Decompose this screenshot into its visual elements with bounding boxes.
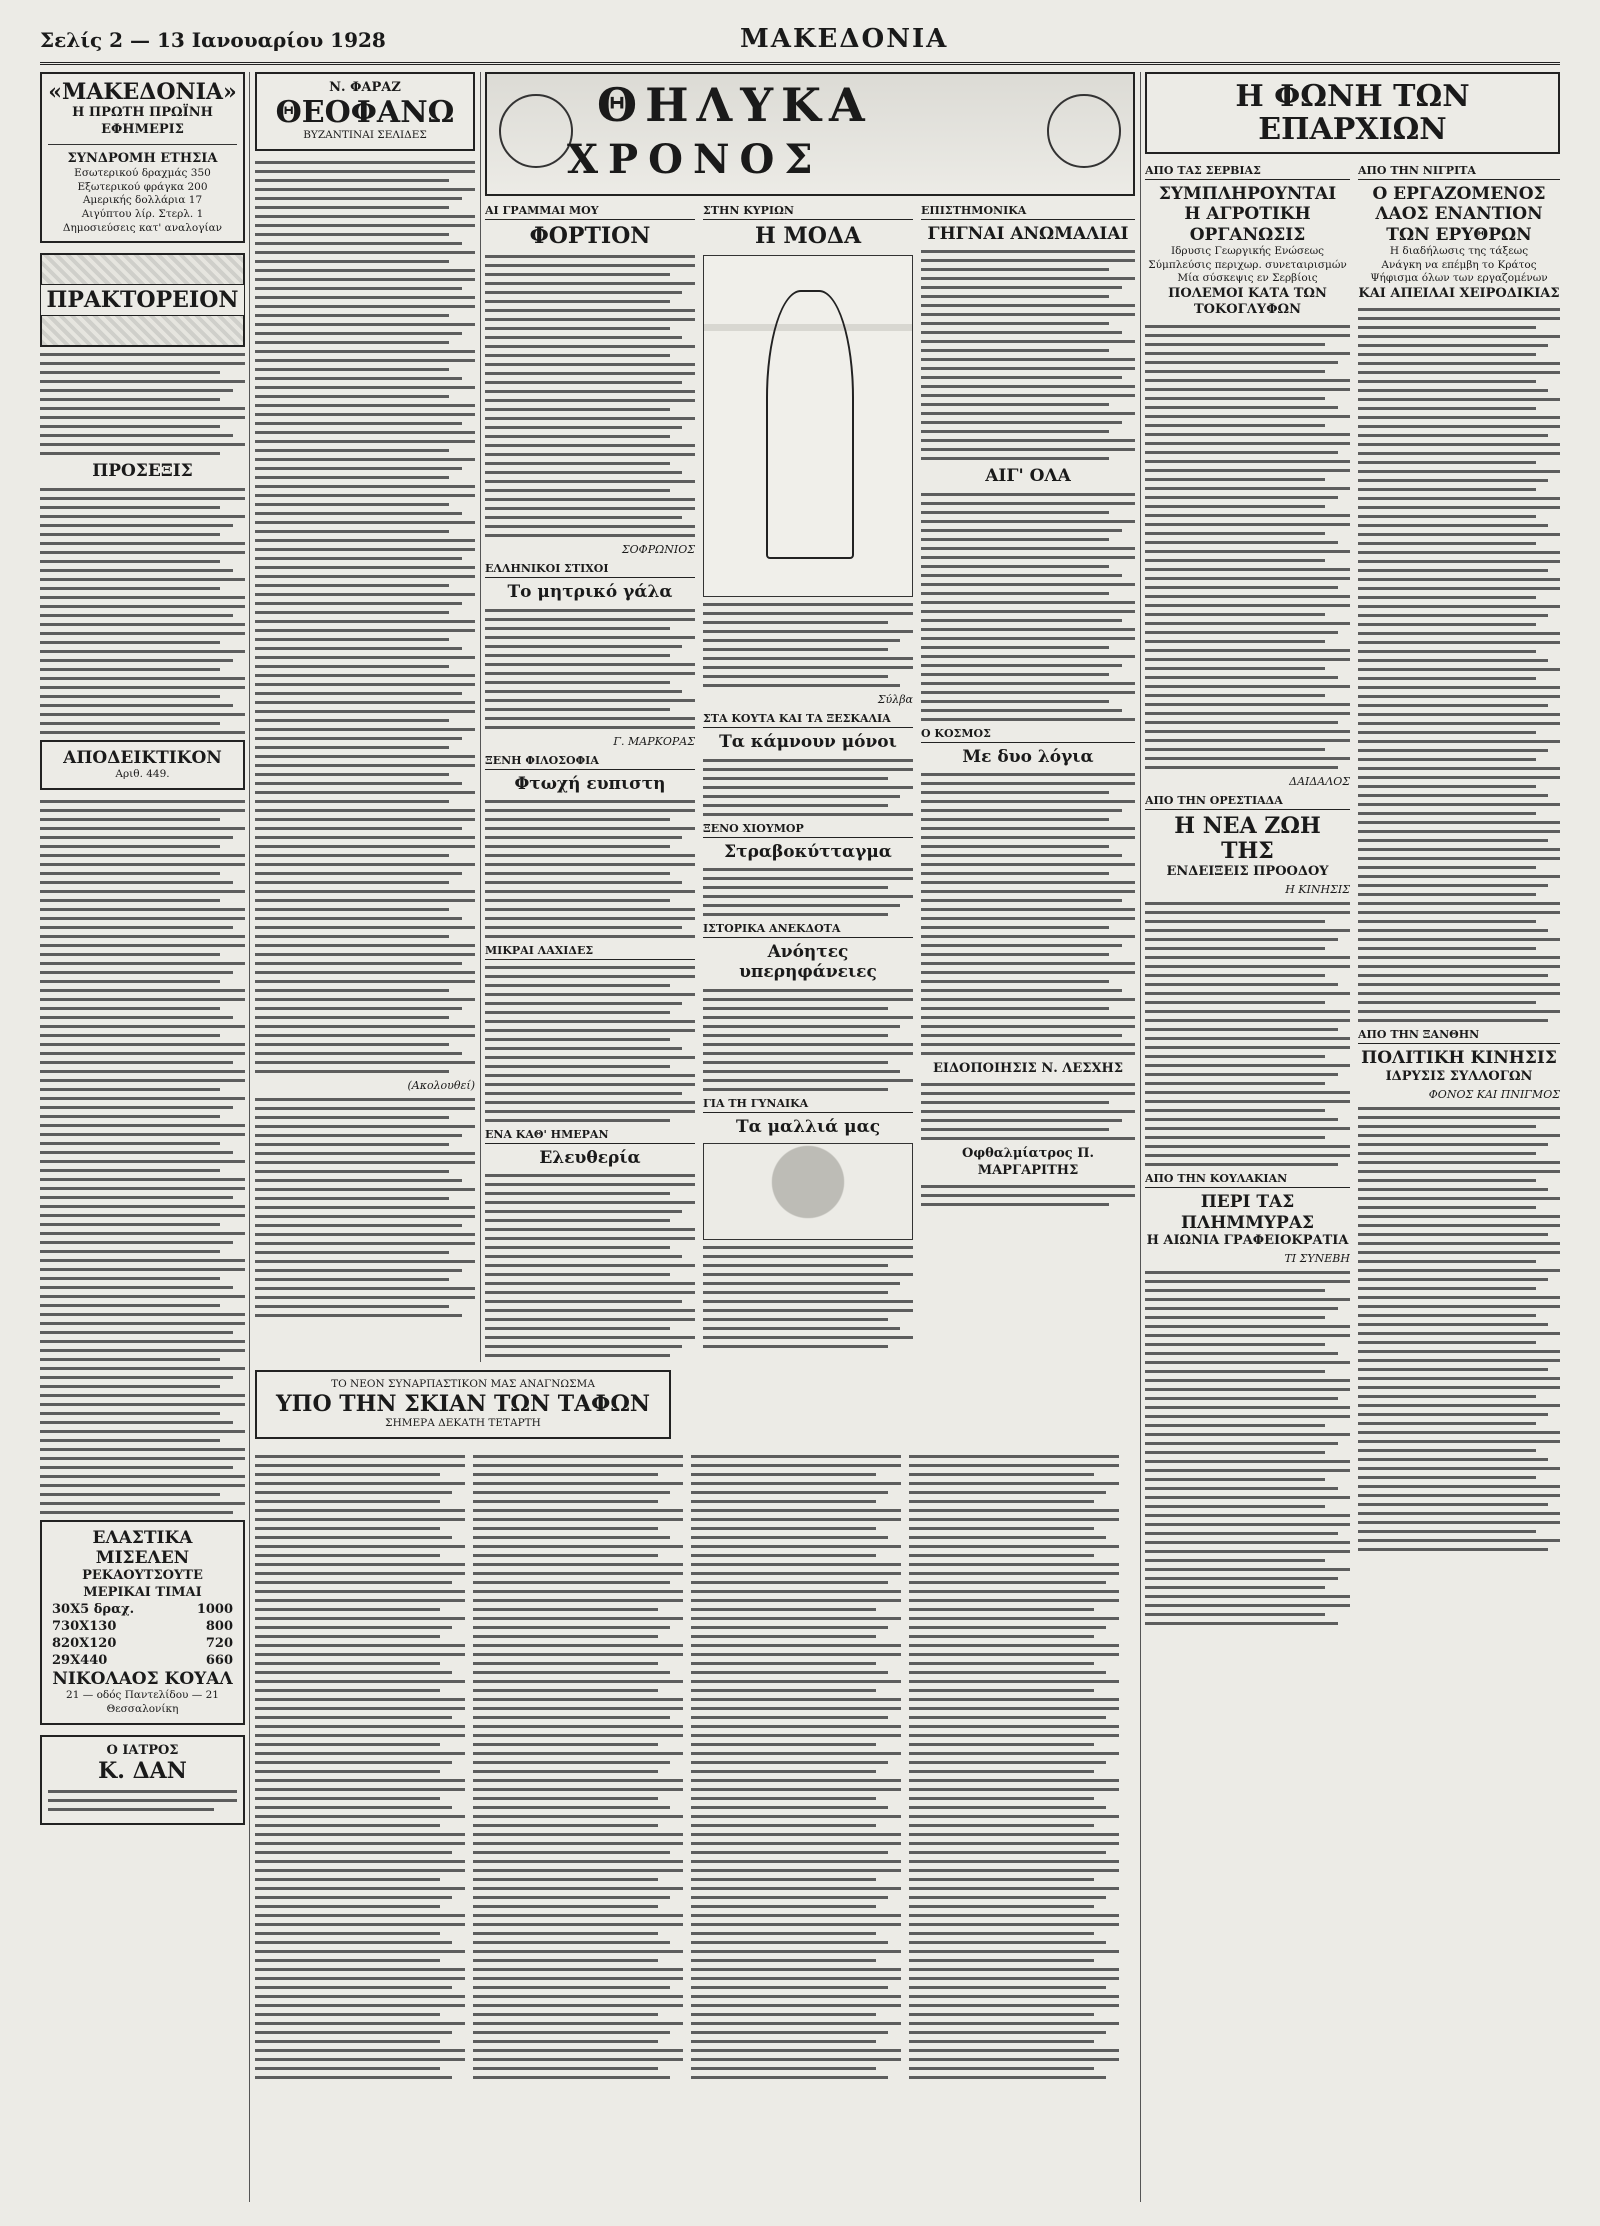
tyre-ad-city: Θεσσαλονίκη <box>106 1702 179 1715</box>
serial-header <box>255 72 475 151</box>
text-block <box>255 1098 475 1322</box>
section-kicker: ΑΠΟ ΤΗΝ ΚΟΥΛΑΚΙΑΝ <box>1145 1172 1350 1188</box>
article-title: Οφθαλμίατρος Π. ΜΑΡΓΑΡΙΤΗΣ <box>962 1146 1094 1178</box>
article-subhead: ΤΙ ΣΥΝΕΒΗ <box>1284 1252 1350 1266</box>
provinces-banner-title: Η ΦΩΝΗ ΤΩΝ ΕΠΑΡΧΙΩΝ <box>1235 79 1470 147</box>
bottom-serial-sub: ΣΗΜΕΡΑ ΔΕΚΑΤΗ ΤΕΤΑΡΤΗ <box>385 1416 541 1429</box>
feature-title: ΘΗΛΥΚΑ <box>597 78 873 132</box>
article-title: Στραβοκύτταγμα <box>724 841 892 862</box>
tyre-ad-address: 21 — οδός Παντελίδου — 21 <box>66 1689 219 1702</box>
article-title: Η ΜΟΔΑ <box>754 223 862 249</box>
provinces-banner <box>1145 72 1560 154</box>
section-kicker: ΑΠΟ ΤΑΣ ΣΕΡΒΙΑΣ <box>1145 164 1350 180</box>
paper-name: ΜΑΚΕΔΟΝΙΑ <box>740 24 949 54</box>
table-row: 29X440 660 <box>52 1652 233 1668</box>
column-feature <box>485 72 1135 1362</box>
paper-title: «ΜΑΚΕΔΟΝΙΑ» <box>48 79 237 105</box>
prices-heading: ΠΡΟΣΕΞΙΣ <box>92 461 193 482</box>
notice-heading: ΑΠΟΔΕΙΚΤΙΚΟΝ <box>63 747 222 768</box>
table-row: 820X120 720 <box>52 1635 233 1651</box>
subscription-line: Εσωτερικού δραχμάς 350 <box>74 167 211 180</box>
article-author: ΔΑΙΔΑΛΟΣ <box>1289 774 1350 788</box>
subscription-line: Αιγύπτου λίρ. Στερλ. 1 <box>81 207 204 220</box>
tyre-ad-sub2: ΜΕΡΙΚΑΙ ΤΙΜΑΙ <box>83 1584 202 1600</box>
agency-logo <box>40 253 245 347</box>
article-title: Φτωχή ευπιστη <box>514 773 666 794</box>
column-serial <box>255 72 475 1322</box>
section-kicker: ΞΕΝΟ ΧΙΟΥΜΟΡ <box>703 822 913 838</box>
article-title: Η ΑΓΡΟΤΙΚΗ ΟΡΓΑΝΩΣΙΣ <box>1184 204 1311 245</box>
table-row: 730X130 800 <box>52 1618 233 1634</box>
section-kicker: ΜΙΚΡΑΙ ΛΑΧΙΔΕΣ <box>485 944 695 960</box>
text-block <box>40 800 245 1514</box>
section-kicker: ΣΤΗΝ ΚΥΡΙΩΝ <box>703 204 913 220</box>
article-title: Η ΑΙΩΝΙΑ ΓΡΑΦΕΙΟΚΡΑΤΙΑ <box>1146 1233 1349 1249</box>
article-title: ΕΝΔΕΙΞΕΙΣ ΠΡΟΟΔΟΥ <box>1166 864 1329 880</box>
ornament-icon <box>1047 94 1121 168</box>
notice-number: Αριθ. 449. <box>115 768 170 781</box>
provinces-subcolumns <box>1145 164 1560 1631</box>
bottom-serial-kicker: ΤΟ ΝΕΟΝ ΣΥΝΑΡΠΑΣΤΙΚΟΝ ΜΑΣ ΑΝΑΓΝΩΣΜΑ <box>331 1378 595 1390</box>
section-kicker: ΙΣΤΟΡΙΚΑ ΑΝΕΚΔΟΤΑ <box>703 922 913 938</box>
fashion-illustration <box>703 255 913 597</box>
feature-subcol-b <box>703 204 913 1362</box>
doctor-ad <box>40 1735 245 1826</box>
article-subhead: ΚΑΙ ΑΠΕΙΛΑΙ ΧΕΙΡΟΔΙΚΙΑΣ <box>1358 286 1560 302</box>
article-title: ΓΗΓΝΑΙ ΑΝΩΜΑΛΙΑΙ <box>927 224 1129 244</box>
article-title: ΠΟΛΙΤΙΚΗ ΚΙΝΗΣΙΣ <box>1361 1048 1557 1069</box>
article-title: ΣΥΜΠΛΗΡΟΥΝΤΑΙ <box>1158 184 1337 204</box>
bottom-serial-columns <box>255 1449 1135 2085</box>
page-date: Σελίς 2 — 13 Ιανουαρίου 1928 <box>40 28 386 52</box>
feature-subcol-a <box>485 204 695 1362</box>
section-kicker: ΕΠΙΣΤΗΜΟΝΙΚΑ <box>921 204 1135 220</box>
bullet-line: Σύμπλεύσις περιχωρ. συνεταιρισμών <box>1148 258 1347 271</box>
subscription-line: Αμερικής δολλάρια 17 <box>82 194 203 207</box>
bullet-line: Μία σύσκεψις εν Σερβίοις <box>1177 272 1318 285</box>
feature-header-art <box>485 72 1135 196</box>
article-subhead: ΠΟΛΕΜΟΙ ΚΑΤΑ ΤΩΝ ΤΟΚΟΓΛΥΦΩΝ <box>1168 286 1327 318</box>
section-kicker: ΕΝΑ ΚΑΘ' ΗΜΕΡΑΝ <box>485 1128 695 1144</box>
article-author: Σύλβα <box>877 693 913 707</box>
tyre-ad-owner: ΝΙΚΟΛΑΟΣ ΚΟΥΑΛ <box>52 1668 233 1689</box>
section-kicker: ΓΙΑ ΤΗ ΓΥΝΑΙΚΑ <box>703 1097 913 1113</box>
masthead <box>40 20 1560 65</box>
text-block <box>255 161 475 1073</box>
subscription-line: Εξωτερικού φράγκα 200 <box>77 180 208 193</box>
provinces-subcol-b <box>1358 164 1560 1631</box>
notice-box <box>40 740 245 790</box>
column-rule <box>1140 72 1141 2202</box>
bullet-line: Ανάγκη να επέμβη το Κράτος <box>1381 258 1537 271</box>
serial-title: ΘΕΟΦΑΝΩ <box>275 95 455 131</box>
bullet-line: Ψήφισμα όλων των εργαζομένων <box>1370 272 1548 285</box>
feature-subcol-c <box>921 204 1135 1362</box>
text-block <box>40 353 245 455</box>
bullet-line: Ιδρυσις Γεωργικής Ενώσεως <box>1170 245 1325 258</box>
paper-subtitle: Η ΠΡΩΤΗ ΠΡΩΪΝΗ ΕΦΗΜΕΡΙΣ <box>72 105 213 137</box>
serial-subtitle: ΒΥΖΑΝΤΙΝΑΙ ΣΕΛΙΔΕΣ <box>303 129 427 142</box>
subscription-box <box>40 72 245 243</box>
serial-continued: (Ακολουθεί) <box>407 1078 475 1092</box>
tyre-ad <box>40 1520 245 1725</box>
article-subhead: ΦΟΝΟΣ ΚΑΙ ΠΝΙΓΜΟΣ <box>1428 1087 1560 1101</box>
section-kicker: ΑΙ ΓΡΑΜΜΑΙ ΜΟΥ <box>485 204 695 220</box>
article-title: ΠΕΡΙ ΤΑΣ ΠΛΗΜΜΥΡΑΣ <box>1180 1192 1315 1233</box>
subscription-heading: ΣΥΝΔΡΟΜΗ ΕΤΗΣΙΑ <box>67 150 218 166</box>
doctor-ad-name: Κ. ΔΑΝ <box>98 1757 187 1784</box>
tyre-ad-sub: ΡΕΚΑΟΥΤΣΟΥΤΕ <box>82 1568 203 1584</box>
article-subhead: Η ΚΙΝΗΣΙΣ <box>1285 883 1350 897</box>
article-author: ΣΟΦΡΩΝΙΟΣ <box>621 543 695 557</box>
column-rule <box>249 72 250 2202</box>
section-kicker: ΑΠΟ ΤΗΝ ΝΙΓΡΙΤΑ <box>1358 164 1560 180</box>
article-title: ΦΟΡΤΙΟΝ <box>529 223 651 249</box>
text-block <box>40 488 245 734</box>
article-title: Τα μαλλιά μας <box>735 1116 881 1137</box>
article-title: ΑΙΓ' ΟΛΑ <box>985 466 1071 487</box>
doctor-ad-title: Ο ΙΑΤΡΟΣ <box>106 1742 179 1758</box>
subscription-line: Δημοσιεύσεις κατ' αναλογίαν <box>62 221 223 234</box>
feature-subcolumns <box>485 204 1135 1362</box>
article-title: Τα κάμνουν μόνοι <box>719 732 897 753</box>
tyre-ad-heading: ΕΛΑΣΤΙΚΑ ΜΙΣΕΛΕΝ <box>92 1527 193 1569</box>
serial-author: Ν. ΦΑΡΑΖ <box>329 80 401 95</box>
bottom-serial-title: ΥΠΟ ΤΗΝ ΣΚΙΑΝ ΤΩΝ ΤΑΦΩΝ <box>275 1390 651 1417</box>
portrait-illustration <box>703 1143 913 1240</box>
article-title: Ελευθερία <box>539 1148 641 1169</box>
bullet-line: Η διαδήλωσις της τάξεως <box>1389 245 1529 258</box>
poem-title: Το μητρικό γάλα <box>507 582 673 603</box>
section-kicker: ΞΕΝΗ ΦΙΛΟΣΟΦΙΑ <box>485 754 695 770</box>
column-rule <box>480 72 481 1362</box>
ornament-icon <box>499 94 573 168</box>
section-kicker: ΣΤΑ ΚΟΥΤΑ ΚΑΙ ΤΑ ΞΕΣΚΑΛΙΑ <box>703 712 913 728</box>
column-left <box>40 72 245 2202</box>
section-kicker: ΑΠΟ ΤΗΝ ΞΑΝΘΗΝ <box>1358 1028 1560 1044</box>
table-row: 30X5 δραχ. 1000 <box>52 1601 233 1617</box>
column-provinces <box>1145 72 1560 2202</box>
article-title: Η ΝΕΑ ΖΩΗ ΤΗΣ <box>1174 812 1321 864</box>
article-title: Ο ΕΡΓΑΖΟΜΕΝΟΣ ΛΑΟΣ ΕΝΑΝΤΙΟΝ ΤΩΝ ΕΡΥΘΡΩΝ <box>1372 184 1546 245</box>
bottom-serial <box>255 1370 1135 2200</box>
article-title: ΕΙΔΟΠΟΙΗΣΙΣ Ν. ΛΕΣΧΗΣ <box>932 1061 1124 1077</box>
tyre-price-table <box>48 1601 237 1669</box>
feature-subtitle: ΧΡΟΝΟΣ <box>567 136 823 183</box>
section-kicker: Ο ΚΟΣΜΟΣ <box>921 727 1135 743</box>
provinces-subcol-a <box>1145 164 1350 1631</box>
section-kicker: ΑΠΟ ΤΗΝ ΟΡΕΣΤΙΑΔΑ <box>1145 794 1350 810</box>
article-title: ΙΔΡΥΣΙΣ ΣΥΛΛΟΓΩΝ <box>1385 1068 1533 1084</box>
poem-author: Γ. ΜΑΡΚΟΡΑΣ <box>613 734 695 748</box>
agency-logo-label: ΠΡΑΚΤΟΡΕΙΟΝ <box>40 284 245 316</box>
article-title: Με δυο λόγια <box>962 746 1094 767</box>
section-kicker: ΕΛΛΗΝΙΚΟΙ ΣΤΙΧΟΙ <box>485 562 695 578</box>
dress-figure-icon <box>766 290 853 559</box>
article-title: Ανόητες υπερηφάνειες <box>739 942 877 983</box>
bottom-serial-header <box>255 1370 671 1439</box>
